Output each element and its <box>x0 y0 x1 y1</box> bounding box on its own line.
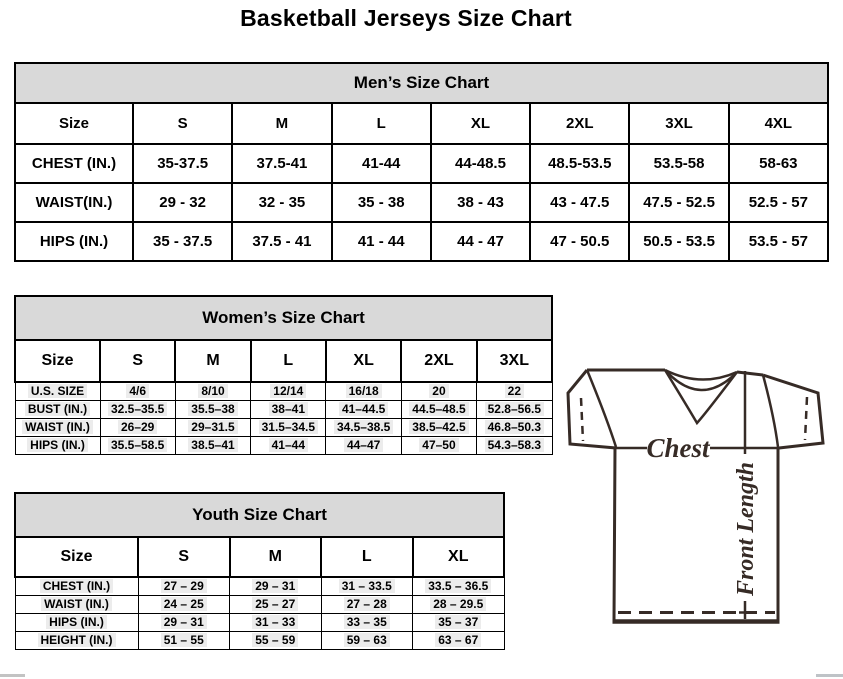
cell <box>175 418 250 436</box>
womens-col-3xl: 3XL <box>477 340 552 382</box>
youth-height-row <box>15 631 504 649</box>
cell <box>401 418 476 436</box>
youth-col-l: L <box>321 537 413 577</box>
womens-table-title: Women’s Size Chart <box>15 296 552 340</box>
cell-text: HIPS (IN.) <box>46 615 107 629</box>
cell-text: 44.5–48.5 <box>409 402 468 416</box>
cell-text: 59 – 63 <box>344 633 390 647</box>
mens-col-4xl: 4XL <box>729 103 828 144</box>
cell-text: 55 – 59 <box>252 633 298 647</box>
cell: 37.5 - 41 <box>232 222 331 261</box>
youth-col-s: S <box>138 537 230 577</box>
cell-text: 52.8–56.5 <box>485 402 544 416</box>
jersey-right-cuff-dashed-line <box>805 397 807 440</box>
cell-text: 4/6 <box>126 384 149 398</box>
cell: 38 - 43 <box>431 183 530 222</box>
cell: 35-37.5 <box>133 144 232 183</box>
mens-hips-row <box>15 222 828 261</box>
chest-label: Chest <box>646 433 710 463</box>
mens-col-s: S <box>133 103 232 144</box>
cell-text: 29 – 31 <box>252 579 298 593</box>
row-label <box>15 400 100 418</box>
jersey-vneck-curve <box>665 370 737 423</box>
cell: 52.5 - 57 <box>729 183 828 222</box>
youth-table-title-row <box>15 493 504 537</box>
cell-text: 25 – 27 <box>252 597 298 611</box>
cell <box>251 436 326 454</box>
cell-text: 38.5–42.5 <box>409 420 468 434</box>
cell: 29 - 32 <box>133 183 232 222</box>
cell <box>401 382 476 400</box>
cell-text: 51 – 55 <box>161 633 207 647</box>
cell-text: 31 – 33 <box>252 615 298 629</box>
mens-table-title-row <box>15 63 828 103</box>
jersey-left-shoulder-seam <box>587 370 616 447</box>
cell-text: WAIST (IN.) <box>41 597 112 611</box>
mens-col-xl: XL <box>431 103 530 144</box>
cell: 47 - 50.5 <box>530 222 629 261</box>
cell <box>251 382 326 400</box>
scrollbar-fragment-right <box>816 674 843 677</box>
jersey-right-shoulder-seam <box>763 375 778 447</box>
row-label <box>15 382 100 400</box>
cell <box>401 400 476 418</box>
cell-text: CHEST (IN.) <box>40 579 113 593</box>
cell-text: 41–44 <box>269 438 308 452</box>
cell-text: 63 – 67 <box>435 633 481 647</box>
cell-text: 8/10 <box>198 384 227 398</box>
page-title: Basketball Jerseys Size Chart <box>240 5 572 31</box>
cell-text: 32.5–35.5 <box>108 402 167 416</box>
jersey-measurement-diagram <box>556 361 834 633</box>
cell: 48.5-53.5 <box>530 144 629 183</box>
cell <box>413 595 505 613</box>
cell-text: 38–41 <box>269 402 308 416</box>
cell: 37.5-41 <box>232 144 331 183</box>
cell: 41-44 <box>332 144 431 183</box>
cell-text: 35 – 37 <box>435 615 481 629</box>
mens-chest-row <box>15 144 828 183</box>
cell <box>413 631 505 649</box>
cell <box>477 418 552 436</box>
cell <box>100 400 175 418</box>
cell-text: 20 <box>429 384 448 398</box>
youth-col-xl: XL <box>413 537 505 577</box>
cell: 41 - 44 <box>332 222 431 261</box>
womens-col-size: Size <box>15 340 100 382</box>
cell: 43 - 47.5 <box>530 183 629 222</box>
cell <box>100 436 175 454</box>
cell: 58-63 <box>729 144 828 183</box>
cell: 35 - 37.5 <box>133 222 232 261</box>
cell-text: 47–50 <box>419 438 458 452</box>
cell <box>413 577 505 595</box>
cell-text: 27 – 29 <box>161 579 207 593</box>
cell <box>230 577 322 595</box>
cell <box>175 436 250 454</box>
cell <box>321 613 413 631</box>
row-label <box>15 418 100 436</box>
womens-col-2xl: 2XL <box>401 340 476 382</box>
row-label: WAIST(IN.) <box>15 183 133 222</box>
cell <box>326 400 401 418</box>
jersey-collar-top-curve <box>665 370 737 380</box>
cell-text: 33.5 – 36.5 <box>425 579 491 593</box>
cell-text: WAIST (IN.) <box>22 420 93 434</box>
youth-size-table <box>14 492 505 650</box>
cell <box>477 400 552 418</box>
cell-text: 33 – 35 <box>344 615 390 629</box>
mens-col-3xl: 3XL <box>629 103 728 144</box>
cell <box>326 382 401 400</box>
cell <box>138 595 230 613</box>
cell-text: HIPS (IN.) <box>27 438 88 452</box>
row-label <box>15 631 138 649</box>
youth-table-title: Youth Size Chart <box>15 493 504 537</box>
cell <box>413 613 505 631</box>
cell-text: 29 – 31 <box>161 615 207 629</box>
row-label <box>15 577 138 595</box>
cell <box>175 400 250 418</box>
cell-text: 28 – 29.5 <box>430 597 486 611</box>
cell <box>321 577 413 595</box>
cell-text: 29–31.5 <box>188 420 237 434</box>
row-label: CHEST (IN.) <box>15 144 133 183</box>
cell <box>251 418 326 436</box>
cell <box>477 382 552 400</box>
cell-text: 44–47 <box>344 438 383 452</box>
cell <box>138 631 230 649</box>
womens-col-l: L <box>251 340 326 382</box>
womens-waist-row <box>15 418 552 436</box>
row-label <box>15 436 100 454</box>
mens-col-m: M <box>232 103 331 144</box>
cell-text: 54.3–58.3 <box>485 438 544 452</box>
womens-table-title-row <box>15 296 552 340</box>
cell: 47.5 - 52.5 <box>629 183 728 222</box>
youth-chest-row <box>15 577 504 595</box>
cell-text: 34.5–38.5 <box>334 420 393 434</box>
womens-col-s: S <box>100 340 175 382</box>
youth-column-header-row <box>15 537 504 577</box>
womens-bust-row <box>15 400 552 418</box>
cell <box>326 436 401 454</box>
cell-text: 22 <box>505 384 524 398</box>
cell: 50.5 - 53.5 <box>629 222 728 261</box>
cell-text: 24 – 25 <box>161 597 207 611</box>
cell-text: BUST (IN.) <box>25 402 90 416</box>
cell: 35 - 38 <box>332 183 431 222</box>
cell-text: 41–44.5 <box>339 402 388 416</box>
mens-column-header-row <box>15 103 828 144</box>
cell-text: 35.5–58.5 <box>108 438 167 452</box>
cell-text: 12/14 <box>270 384 306 398</box>
youth-col-size: Size <box>15 537 138 577</box>
cell: 44 - 47 <box>431 222 530 261</box>
cell-text: 46.8–50.3 <box>485 420 544 434</box>
cell-text: 16/18 <box>346 384 382 398</box>
cell-text: U.S. SIZE <box>28 384 87 398</box>
cell <box>321 631 413 649</box>
cell <box>230 595 322 613</box>
womens-ussize-row <box>15 382 552 400</box>
cell-text: 31.5–34.5 <box>259 420 318 434</box>
cell <box>321 595 413 613</box>
mens-waist-row <box>15 183 828 222</box>
mens-table-title: Men’s Size Chart <box>15 63 828 103</box>
cell: 53.5-58 <box>629 144 728 183</box>
cell <box>138 613 230 631</box>
womens-column-header-row <box>15 340 552 382</box>
cell <box>477 436 552 454</box>
cell-text: 38.5–41 <box>188 438 237 452</box>
front-length-label: Front Length <box>733 461 759 597</box>
cell <box>138 577 230 595</box>
cell <box>251 400 326 418</box>
mens-size-table <box>14 62 829 262</box>
cell-text: 35.5–38 <box>188 402 237 416</box>
cell-text: 27 – 28 <box>344 597 390 611</box>
cell: 44-48.5 <box>431 144 530 183</box>
cell-text: HEIGHT (IN.) <box>38 633 116 647</box>
cell <box>100 382 175 400</box>
youth-waist-row <box>15 595 504 613</box>
youth-hips-row <box>15 613 504 631</box>
cell <box>100 418 175 436</box>
womens-hips-row <box>15 436 552 454</box>
cell: 53.5 - 57 <box>729 222 828 261</box>
mens-col-2xl: 2XL <box>530 103 629 144</box>
cell <box>401 436 476 454</box>
cell <box>326 418 401 436</box>
cell <box>230 631 322 649</box>
scrollbar-fragment-left <box>0 674 25 677</box>
womens-col-m: M <box>175 340 250 382</box>
cell <box>230 613 322 631</box>
mens-col-l: L <box>332 103 431 144</box>
cell-text: 31 – 33.5 <box>339 579 395 593</box>
row-label <box>15 595 138 613</box>
row-label <box>15 613 138 631</box>
cell-text: 26–29 <box>118 420 157 434</box>
mens-col-size: Size <box>15 103 133 144</box>
womens-col-xl: XL <box>326 340 401 382</box>
cell: 32 - 35 <box>232 183 331 222</box>
womens-size-table <box>14 295 553 455</box>
row-label: HIPS (IN.) <box>15 222 133 261</box>
youth-col-m: M <box>230 537 322 577</box>
cell <box>175 382 250 400</box>
jersey-left-cuff-dashed-line <box>581 398 583 441</box>
